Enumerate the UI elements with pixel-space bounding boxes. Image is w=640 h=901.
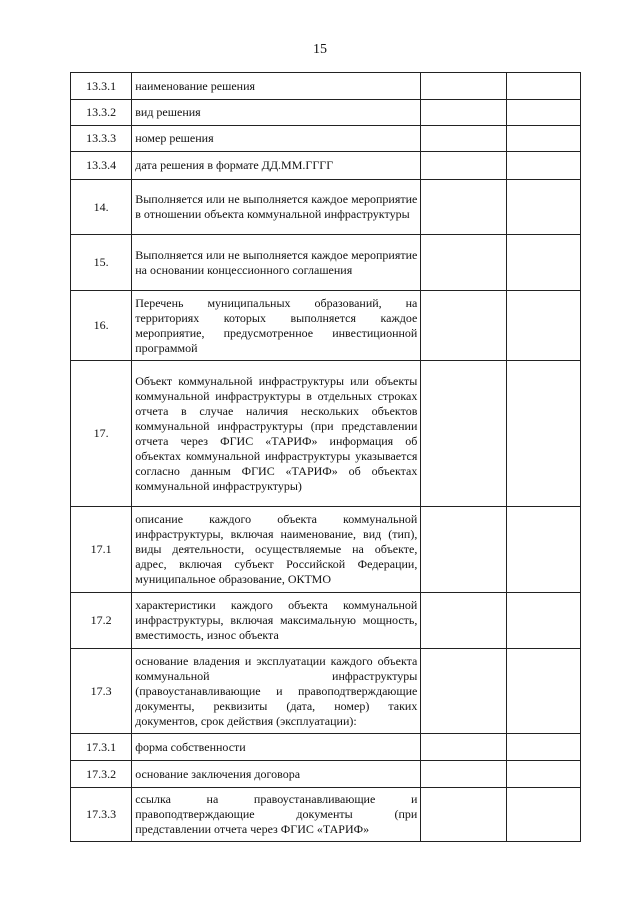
table-row — [71, 593, 581, 649]
row-number: 16. — [71, 291, 132, 361]
row-description: Выполняется или не выполняется каждое мероприятие на основании концессионного соглашения — [132, 235, 421, 291]
page-number: 15 — [313, 42, 327, 57]
table-row — [71, 235, 581, 291]
empty-cell — [421, 593, 506, 649]
empty-cell — [421, 649, 506, 734]
table-row — [71, 507, 581, 593]
row-description: форма собственности — [132, 734, 421, 761]
row-description: характеристики каждого объекта коммунальной инфраструктуры, включая максимальную мощность, вместимость, износ объекта — [132, 593, 421, 649]
row-number: 17. — [71, 361, 132, 507]
table-row — [71, 361, 581, 507]
empty-cell — [421, 100, 506, 126]
row-number: 13.3.4 — [71, 152, 132, 180]
row-number: 13.3.2 — [71, 100, 132, 126]
empty-cell — [421, 507, 506, 593]
row-number: 13.3.1 — [71, 73, 132, 100]
row-description: Перечень муниципальных образований, на территориях которых выполняется каждое мероприятие, предусмотренное инвестиционной программой — [132, 291, 421, 361]
empty-cell — [506, 361, 580, 507]
empty-cell — [506, 761, 580, 788]
empty-cell — [506, 126, 580, 152]
row-description: основание владения и эксплуатации каждого объекта коммунальной инфраструктуры (правоустанавливающие и правоподтверждающие документы, реквизиты (дата, номер) таких документов, срок действия (эксплуатации): — [132, 649, 421, 734]
empty-cell — [421, 126, 506, 152]
row-description: дата решения в формате ДД.ММ.ГГГГ — [132, 152, 421, 180]
row-number: 17.1 — [71, 507, 132, 593]
table-row — [71, 788, 581, 842]
row-description: Выполняется или не выполняется каждое мероприятие в отношении объекта коммунальной инфраструктуры — [132, 180, 421, 235]
empty-cell — [506, 73, 580, 100]
empty-cell — [506, 788, 580, 842]
table-row — [71, 100, 581, 126]
table-row — [71, 734, 581, 761]
row-number: 15. — [71, 235, 132, 291]
empty-cell — [421, 788, 506, 842]
row-number: 17.3.1 — [71, 734, 132, 761]
empty-cell — [421, 180, 506, 235]
row-number: 17.3.3 — [71, 788, 132, 842]
empty-cell — [506, 649, 580, 734]
row-description: основание заключения договора — [132, 761, 421, 788]
empty-cell — [421, 235, 506, 291]
row-description: ссылка на правоустанавливающие и правоподтверждающие документы (при представлении отчета через ФГИС «ТАРИФ» — [132, 788, 421, 842]
empty-cell — [421, 152, 506, 180]
empty-cell — [506, 291, 580, 361]
table-row — [71, 126, 581, 152]
empty-cell — [506, 152, 580, 180]
empty-cell — [506, 593, 580, 649]
empty-cell — [421, 734, 506, 761]
table-row — [71, 649, 581, 734]
empty-cell — [506, 507, 580, 593]
table-row — [71, 180, 581, 235]
row-description: описание каждого объекта коммунальной инфраструктуры, включая наименование, вид (тип), виды деятельности, осуществляемые на объекте, адрес, включая субъект Российской Федерации, муниципальное образование, ОКТМО — [132, 507, 421, 593]
row-description: номер решения — [132, 126, 421, 152]
row-number: 14. — [71, 180, 132, 235]
empty-cell — [421, 361, 506, 507]
empty-cell — [506, 100, 580, 126]
empty-cell — [506, 235, 580, 291]
empty-cell — [421, 761, 506, 788]
table-row — [71, 761, 581, 788]
table-row — [71, 73, 581, 100]
row-description: Объект коммунальной инфраструктуры или объекты коммунальной инфраструктуры в отдельных строках отчета в случае наличия нескольких объектов коммунальной инфраструктуры (при представлении отчета через ФГИС «ТАРИФ» информация об объектах коммунальной инфраструктуры указывается согласно данным ФГИС «ТАРИФ» об объектах коммунальной инфраструктуры) — [132, 361, 421, 507]
empty-cell — [506, 734, 580, 761]
row-number: 17.3 — [71, 649, 132, 734]
table-row — [71, 152, 581, 180]
row-number: 17.3.2 — [71, 761, 132, 788]
row-description: вид решения — [132, 100, 421, 126]
row-number: 17.2 — [71, 593, 132, 649]
table-row — [71, 291, 581, 361]
empty-cell — [421, 73, 506, 100]
empty-cell — [506, 180, 580, 235]
row-description: наименование решения — [132, 73, 421, 100]
empty-cell — [421, 291, 506, 361]
row-number: 13.3.3 — [71, 126, 132, 152]
report-table — [70, 72, 581, 842]
